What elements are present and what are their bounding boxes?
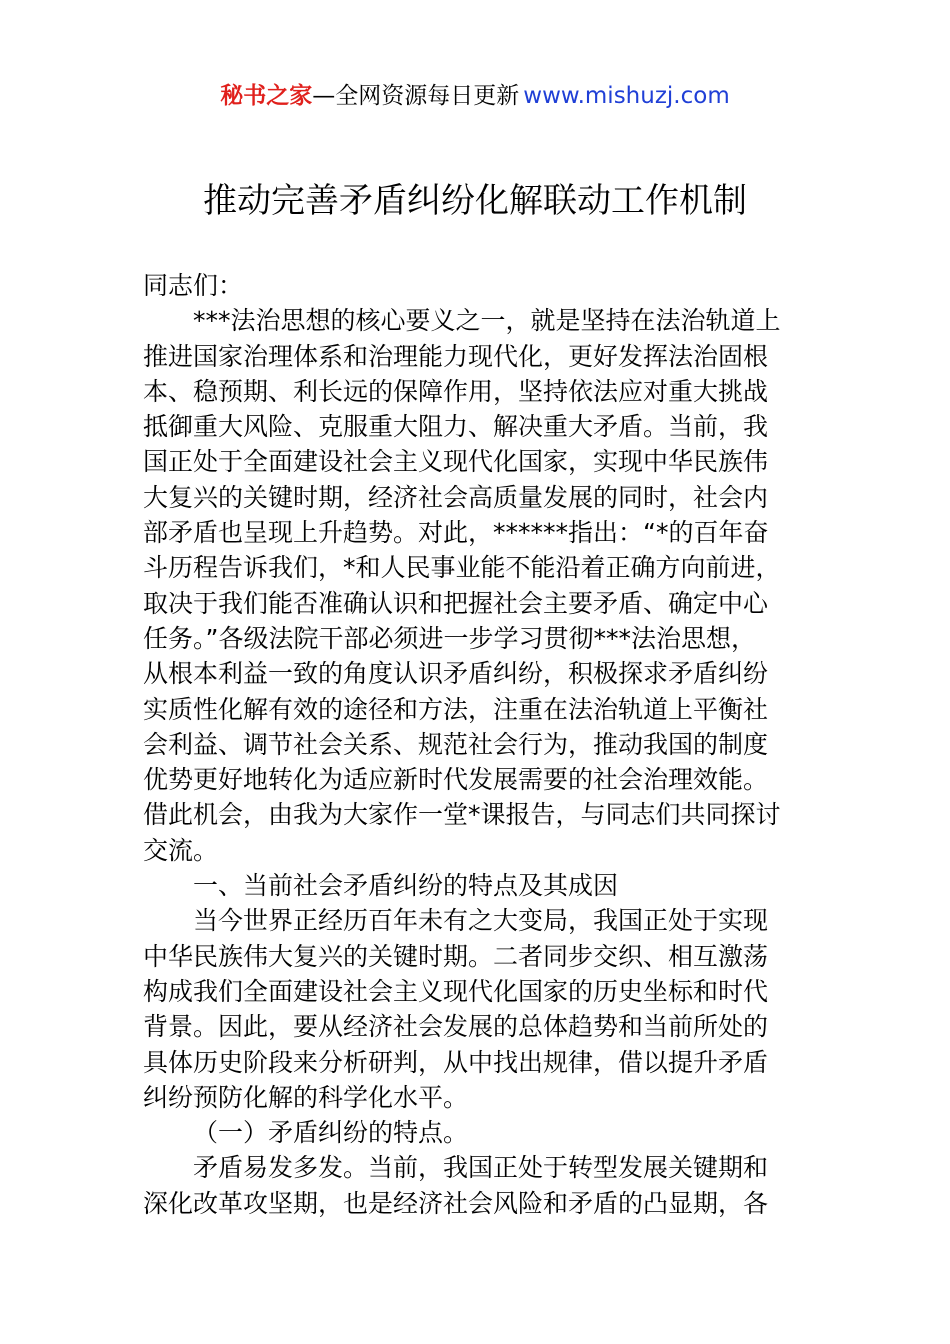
paragraph-line: 具体历史阶段来分析研判，从中找出规律，借以提升矛盾	[143, 1047, 769, 1077]
paragraph-line: 矛盾易发多发。当前，我国正处于转型发展关键期和	[193, 1153, 769, 1183]
brand-name: 秘书之家	[220, 83, 313, 109]
paragraph-line: 背景。因此，要从经济社会发展的总体趋势和当前所处的	[143, 1012, 769, 1042]
section-heading: 一、当前社会矛盾纠纷的特点及其成因	[193, 871, 619, 901]
paragraph-line: 实质性化解有效的途径和方法，注重在法治轨道上平衡社	[143, 694, 769, 724]
paragraph-line: 中华民族伟大复兴的关键时期。二者同步交织、相互激荡	[143, 941, 769, 971]
document-title: 推动完善矛盾纠纷化解联动工作机制	[203, 181, 747, 221]
paragraph-line: 纠纷预防化解的科学化水平。	[143, 1082, 469, 1112]
paragraph-line: 借此机会，由我为大家作一堂*课报告，与同志们共同探讨	[143, 800, 781, 830]
site-header	[0, 80, 950, 112]
paragraph-line: 部矛盾也呈现上升趋势。对此，******指出：“*的百年奋	[143, 518, 769, 548]
paragraph-line: 取决于我们能否准确认识和把握社会主要矛盾、确定中心	[143, 588, 769, 618]
paragraph-line: 本、稳预期、利长远的保障作用，坚持依法应对重大挑战	[143, 376, 769, 406]
paragraph-line: 构成我们全面建设社会主义现代化国家的历史坐标和时代	[143, 976, 769, 1006]
paragraph-line: 推进国家治理体系和治理能力现代化，更好发挥法治固根	[143, 341, 769, 371]
site-url-link[interactable]: www.mishuzj.com	[523, 83, 730, 109]
salutation-line: 同志们：	[143, 271, 244, 300]
paragraph-line: 深化改革攻坚期，也是经济社会风险和矛盾的凸显期，各	[143, 1188, 769, 1218]
paragraph-line: 会利益、调节社会关系、规范社会行为，推动我国的制度	[143, 729, 769, 759]
subsection-heading: （一）矛盾纠纷的特点。	[193, 1118, 469, 1148]
paragraph-line: ***法治思想的核心要义之一，就是坚持在法治轨道上	[193, 306, 781, 336]
paragraph-line: 从根本利益一致的角度认识矛盾纠纷，积极探求矛盾纠纷	[143, 659, 769, 689]
paragraph-line: 大复兴的关键时期，经济社会高质量发展的同时，社会内	[143, 482, 769, 512]
paragraph-line: 当今世界正经历百年未有之大变局，我国正处于实现	[193, 906, 769, 936]
paragraph-line: 国正处于全面建设社会主义现代化国家，实现中华民族伟	[143, 447, 769, 477]
paragraph-line: 交流。	[143, 835, 219, 865]
site-tagline: —全网资源每日更新	[312, 83, 520, 109]
paragraph-line: 斗历程告诉我们，*和人民事业能不能沿着正确方向前进，	[143, 553, 781, 583]
paragraph-line: 抵御重大风险、克服重大阻力、解决重大矛盾。当前，我	[143, 412, 769, 442]
paragraph-line: 优势更好地转化为适应新时代发展需要的社会治理效能。	[143, 765, 769, 795]
document-body	[143, 268, 807, 1221]
paragraph-line: 任务。”各级法院干部必须进一步学习贯彻***法治思想，	[143, 623, 756, 653]
